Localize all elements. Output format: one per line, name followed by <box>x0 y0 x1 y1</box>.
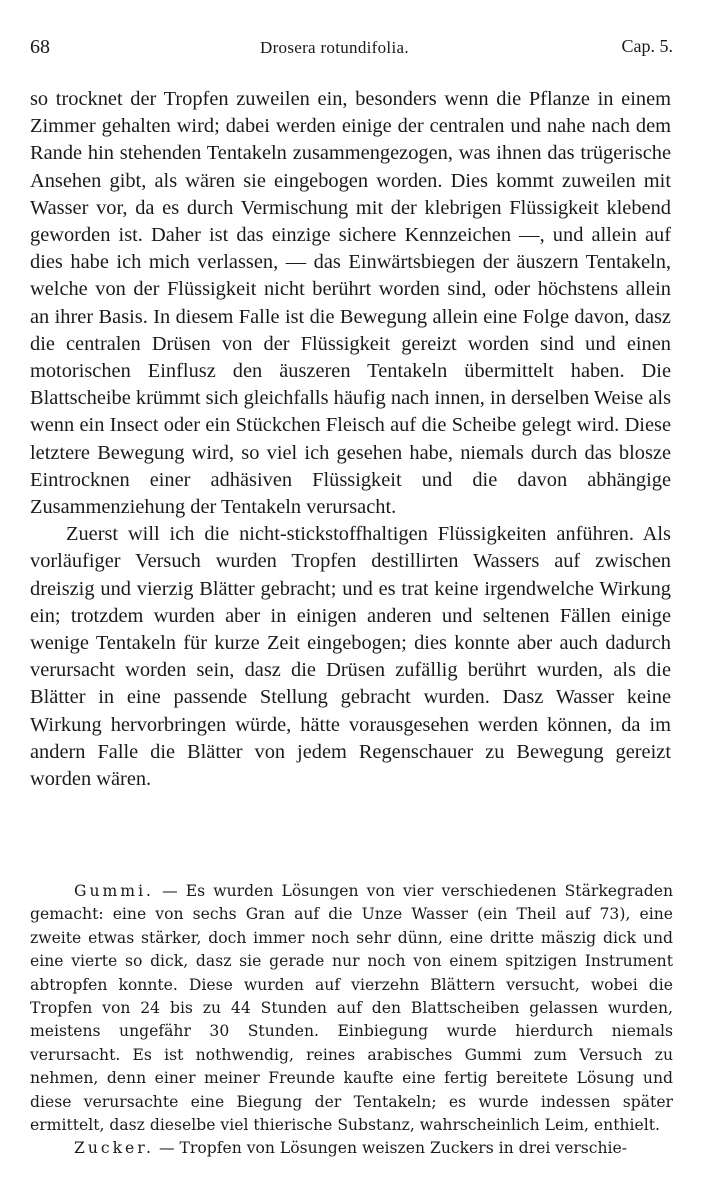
chapter-label: Cap. 5. <box>621 36 673 56</box>
paragraph: Zuerst will ich die nicht-stickstoffhaltigen Flüssigkeiten anführen. Als vorläufiger Versuch wurden Tropfen destillirten Wassers auf zwischen dreiszig und vierzig Blätter gebracht; und es trat keine irgendwelche Wirkung ein; trotzdem wurden aber in einigen anderen und seltenen Fällen einige wenige Tentakeln für kurze Zeit eingebogen; dies konnte aber auch dadurch verursacht worden sein, dasz die Drüsen zufällig berührt wurden, als die Blätter in eine passende Stellung gebracht wurden. Dasz Wasser keine Wirkung hervorbringen würde, hätte vorausgesehen werden können, da im andern Falle die Blätter von jedem Regenschauer zu Bewegung gereizt worden wären. <box>30 523 671 791</box>
section-text: — Es wurden Lösungen von vier verschiedenen Stärkegraden gemacht: eine von sechs Gran auf die Unze Wasser (ein Theil auf 73), eine zweite etwas stärker, doch immer noch sehr dünn, eine dritte mäszig dick und eine vierte so dick, dasz sie gerade nur noch von einem spitzigen Instrument abtropfen konnte. Diese wurden auf vierzehn Blättern versucht, wobei die Tropfen von 24 bis zu 44 Stunden auf den Blattscheiben gelassen wurden, meistens ungefähr 30 Stunden. Einbiegung wurde hierdurch niemals verursacht. Es ist nothwendig, reines arabisches Gummi zum Versuch zu nehmen, denn einer meiner Freunde kaufte eine fertig bereitete Lösung und diese verursachte eine Biegung der Tentakeln; es wurde indessen später ermittelt, dasz dieselbe viel thierische Substanz, wahrscheinlich Leim, enthielt. <box>30 882 673 1135</box>
section-gummi <box>30 880 673 1137</box>
running-title: Drosera rotundifolia. <box>260 38 409 57</box>
page-header <box>30 34 673 62</box>
section-heading: Zucker. <box>74 1139 154 1158</box>
page-number: 68 <box>30 36 50 58</box>
small-print-section <box>30 880 673 1161</box>
main-text <box>30 86 671 793</box>
paragraph-continuation: so trocknet der Tropfen zuweilen ein, besonders wenn die Pflanze in einem Zimmer gehalten wird; dabei werden einige der centralen und nahe nach dem Rande hin stehenden Tentakeln zusammengezogen, was ihnen das trügerische Ansehen gibt, als wären sie eingebogen worden. Dies kommt zuweilen mit Wasser vor, da es durch Vermischung mit der klebrigen Flüssigkeit klebend geworden ist. Daher ist das einzige sichere Kennzeichen —, und allein auf dies habe ich mich verlassen, — das Einwärtsbiegen der äuszern Tentakeln, welche von der Flüssigkeit nicht berührt worden sind, oder höchstens allein an ihrer Basis. In diesem Falle ist die Bewegung allein eine Folge davon, dasz die centralen Drüsen von der Flüssigkeit gereizt worden sind und einen motorischen Einflusz den äuszeren Tentakeln übermittelt haben. Die Blattscheibe krümmt sich gleichfalls häufig nach innen, in derselben Weise als wenn ein Insect oder ein Stückchen Fleisch auf die Scheibe gelegt wird. Diese letztere Bewegung wird, so viel ich gesehen habe, niemals durch das blosze Eintrocknen einer adhäsiven Flüssigkeit und die davon abhängige Zusammenziehung der Tentakeln verursacht. <box>30 88 671 519</box>
section-text: — Tropfen von Lösungen weiszen Zuckers in drei verschie- <box>154 1139 628 1158</box>
section-heading: Gummi. <box>74 882 155 900</box>
section-zucker <box>30 1137 673 1160</box>
